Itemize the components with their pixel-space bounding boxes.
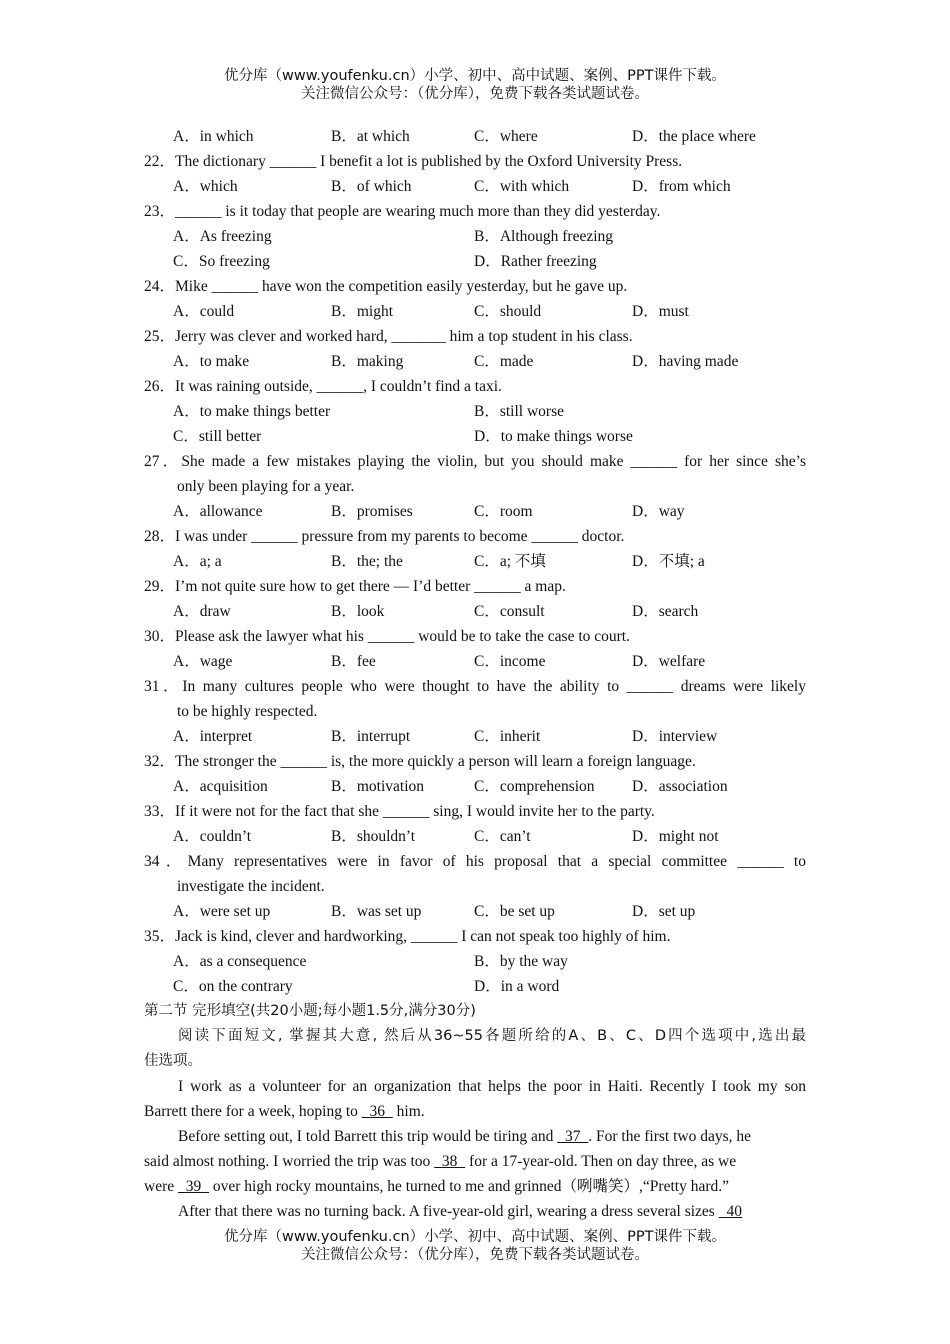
q24-options bbox=[144, 299, 806, 324]
question-26: 26．It was raining outside, ______, I couldn’t find a taxi. bbox=[144, 378, 502, 395]
q28-options bbox=[144, 549, 806, 574]
q32-option-c[interactable]: C．comprehension bbox=[474, 778, 595, 795]
question-27: 27．She made a few mistakes playing the violin, but you should make ______ for her since she’s bbox=[144, 453, 806, 470]
passage-p1-line1: I work as a volunteer for an organization that helps the poor in Haiti. Recently I took my son bbox=[178, 1078, 806, 1095]
question-33: 33．If it were not for the fact that she ______ sing, I would invite her to the party. bbox=[144, 803, 655, 820]
footer-line-1: 优分库（www.youfenku.cn）小学、初中、高中试题、案例、PPT课件下载。 bbox=[224, 1229, 726, 1245]
q32-option-d[interactable]: D．association bbox=[632, 778, 728, 795]
blank-40-number: 40 bbox=[726, 1203, 742, 1220]
q25-option-a[interactable]: A．to make bbox=[173, 353, 250, 370]
q22-option-c[interactable]: C．with which bbox=[474, 178, 570, 195]
question-34-cont: investigate the incident. bbox=[177, 878, 325, 895]
q21-option-d[interactable]: D．the place where bbox=[632, 128, 756, 145]
q28-option-c[interactable]: C．a; 不填 bbox=[474, 553, 546, 570]
q27-option-b[interactable]: B．promises bbox=[331, 503, 413, 520]
q34-options bbox=[144, 899, 806, 924]
q22-options bbox=[144, 174, 806, 199]
section-2-instructions-2: 佳选项。 bbox=[144, 1053, 202, 1069]
q32-option-b[interactable]: B．motivation bbox=[331, 778, 425, 795]
q28-option-d[interactable]: D．不填; a bbox=[632, 553, 705, 570]
blank-38[interactable] bbox=[434, 1153, 465, 1170]
q26-option-a[interactable]: A．to make things better bbox=[173, 403, 331, 420]
q33-option-d[interactable]: D．might not bbox=[632, 828, 719, 845]
question-27-cont: only been playing for a year. bbox=[177, 478, 355, 495]
q26-option-c[interactable]: C．still better bbox=[173, 428, 262, 445]
q33-option-a[interactable]: A．couldn’t bbox=[173, 828, 252, 845]
passage-text: After that there was no turning back. A five-year-old girl, wearing a dress several sizes bbox=[178, 1203, 719, 1220]
q22-option-d[interactable]: D．from which bbox=[632, 178, 731, 195]
question-27-line bbox=[144, 449, 806, 474]
q21-option-b[interactable]: B．at which bbox=[331, 128, 410, 145]
question-23: 23．______ is it today that people are wearing much more than they did yesterday. bbox=[144, 203, 661, 220]
q26-option-d[interactable]: D．to make things worse bbox=[474, 428, 633, 445]
question-34-line bbox=[144, 849, 806, 874]
blank-37[interactable] bbox=[557, 1128, 588, 1145]
q23-options-row2 bbox=[144, 249, 806, 274]
passage-text: over high rocky mountains, he turned to me and grinned（咧嘴笑）,“Pretty hard.” bbox=[209, 1178, 729, 1195]
q34-option-d[interactable]: D．set up bbox=[632, 903, 696, 920]
q24-option-b[interactable]: B．might bbox=[331, 303, 394, 320]
q31-options bbox=[144, 724, 806, 749]
q27-option-c[interactable]: C．room bbox=[474, 503, 533, 520]
passage-p1-line2 bbox=[144, 1099, 806, 1124]
page-header bbox=[0, 67, 950, 103]
passage-p3-line1 bbox=[144, 1199, 806, 1224]
blank-39-number: 39 bbox=[185, 1178, 202, 1195]
q25-options bbox=[144, 349, 806, 374]
passage-text: said almost nothing. I worried the trip was too bbox=[144, 1153, 435, 1170]
q34-option-c[interactable]: C．be set up bbox=[474, 903, 555, 920]
q32-options bbox=[144, 774, 806, 799]
page-footer bbox=[0, 1228, 950, 1264]
q21-option-a[interactable]: A．in which bbox=[173, 128, 254, 145]
q34-option-b[interactable]: B．was set up bbox=[331, 903, 422, 920]
question-35: 35．Jack is kind, clever and hardworking, ______ I can not speak too highly of him. bbox=[144, 928, 671, 945]
passage-p2-line3 bbox=[144, 1174, 806, 1199]
passage-text: were bbox=[144, 1178, 178, 1195]
q30-option-c[interactable]: C．income bbox=[474, 653, 546, 670]
section-2-title: 第二节 完形填空(共20小题;每小题1.5分,满分30分) bbox=[144, 1003, 476, 1019]
q29-options bbox=[144, 599, 806, 624]
blank-36[interactable] bbox=[362, 1103, 393, 1120]
q24-option-d[interactable]: D．must bbox=[632, 303, 689, 320]
q35-options-row2 bbox=[144, 974, 806, 999]
question-22: 22．The dictionary ______ I benefit a lot is published by the Oxford University Press. bbox=[144, 153, 683, 170]
q29-option-a[interactable]: A．draw bbox=[173, 603, 231, 620]
blank-37-number: 37 bbox=[565, 1128, 581, 1145]
footer-line-2: 关注微信公众号：（优分库），免费下载各类试题试卷。 bbox=[301, 1247, 649, 1263]
q30-option-a[interactable]: A．wage bbox=[173, 653, 233, 670]
exam-content bbox=[144, 124, 806, 1224]
question-28: 28．I was under ______ pressure from my parents to become ______ doctor. bbox=[144, 528, 625, 545]
header-line-1: 优分库（www.youfenku.cn）小学、初中、高中试题、案例、PPT课件下载。 bbox=[224, 68, 726, 84]
q32-option-a[interactable]: A．acquisition bbox=[173, 778, 268, 795]
q28-option-b[interactable]: B．the; the bbox=[331, 553, 403, 570]
q30-option-d[interactable]: D．welfare bbox=[632, 653, 706, 670]
passage-text: him. bbox=[392, 1103, 425, 1120]
q26-options-row1 bbox=[144, 399, 806, 424]
blank-39[interactable] bbox=[178, 1178, 209, 1195]
q25-option-d[interactable]: D．having made bbox=[632, 353, 739, 370]
q23-option-b[interactable]: B．Although freezing bbox=[474, 228, 614, 245]
q35-option-b[interactable]: B．by the way bbox=[474, 953, 568, 970]
blank-36-number: 36 bbox=[369, 1103, 386, 1120]
question-24: 24．Mike ______ have won the competition easily yesterday, but he gave up. bbox=[144, 278, 628, 295]
q35-options-row1 bbox=[144, 949, 806, 974]
q29-option-d[interactable]: D．search bbox=[632, 603, 699, 620]
question-30: 30．Please ask the lawyer what his ______ would be to take the case to court. bbox=[144, 628, 630, 645]
q31-option-b[interactable]: B．interrupt bbox=[331, 728, 411, 745]
header-line-2: 关注微信公众号：（优分库），免费下载各类试题试卷。 bbox=[301, 86, 649, 102]
question-31-line bbox=[144, 674, 806, 699]
q29-option-c[interactable]: C．consult bbox=[474, 603, 545, 620]
question-25: 25．Jerry was clever and worked hard, _______ him a top student in his class. bbox=[144, 328, 633, 345]
question-31-cont: to be highly respected. bbox=[177, 703, 318, 720]
q35-option-d[interactable]: D．in a word bbox=[474, 978, 560, 995]
q21-options bbox=[144, 124, 806, 149]
q25-option-c[interactable]: C．made bbox=[474, 353, 534, 370]
q33-option-b[interactable]: B．shouldn’t bbox=[331, 828, 416, 845]
q26-option-b[interactable]: B．still worse bbox=[474, 403, 564, 420]
blank-40[interactable] bbox=[719, 1203, 742, 1220]
q35-option-a[interactable]: A．as a consequence bbox=[173, 953, 307, 970]
q27-options bbox=[144, 499, 806, 524]
q31-option-c[interactable]: C．inherit bbox=[474, 728, 541, 745]
q26-options-row2 bbox=[144, 424, 806, 449]
q33-options bbox=[144, 824, 806, 849]
q24-option-a[interactable]: A．could bbox=[173, 303, 235, 320]
question-31: 31．In many cultures people who were thought to have the ability to ______ dreams were likely bbox=[144, 678, 806, 695]
question-29: 29．I’m not quite sure how to get there — I’d better ______ a map. bbox=[144, 578, 566, 595]
passage-text: Before setting out, I told Barrett this trip would be tiring and bbox=[178, 1128, 558, 1145]
q27-option-a[interactable]: A．allowance bbox=[173, 503, 263, 520]
q30-option-b[interactable]: B．fee bbox=[331, 653, 376, 670]
section-2-instructions-1: 阅读下面短文, 掌握其大意, 然后从36~55各题所给的A、B、C、D四个选项中,选出最 bbox=[178, 1028, 806, 1044]
q21-option-c[interactable]: C．where bbox=[474, 128, 538, 145]
passage-text: . For the first two days, he bbox=[588, 1128, 751, 1145]
q22-option-b[interactable]: B．of which bbox=[331, 178, 412, 195]
q24-option-c[interactable]: C．should bbox=[474, 303, 542, 320]
q31-option-a[interactable]: A．interpret bbox=[173, 728, 253, 745]
q23-options-row1 bbox=[144, 224, 806, 249]
q31-option-d[interactable]: D．interview bbox=[632, 728, 718, 745]
passage-p2-line2 bbox=[144, 1149, 806, 1174]
q30-options bbox=[144, 649, 806, 674]
q34-option-a[interactable]: A．were set up bbox=[173, 903, 271, 920]
passage-text: for a 17-year-old. Then on day three, as we bbox=[465, 1153, 737, 1170]
q23-option-c[interactable]: C．So freezing bbox=[173, 253, 270, 270]
passage-p2-line1 bbox=[144, 1124, 806, 1149]
blank-38-number: 38 bbox=[441, 1153, 458, 1170]
question-34: 34．Many representatives were in favor of his proposal that a special committee ______ to bbox=[144, 853, 806, 870]
q27-option-d[interactable]: D．way bbox=[632, 503, 685, 520]
q25-option-b[interactable]: B．making bbox=[331, 353, 404, 370]
q33-option-c[interactable]: C．can’t bbox=[474, 828, 531, 845]
q35-option-c[interactable]: C．on the contrary bbox=[173, 978, 293, 995]
q23-option-a[interactable]: A．As freezing bbox=[173, 228, 272, 245]
q22-option-a[interactable]: A．which bbox=[173, 178, 238, 195]
q29-option-b[interactable]: B．look bbox=[331, 603, 385, 620]
passage-text: Barrett there for a week, hoping to bbox=[144, 1103, 362, 1120]
q23-option-d[interactable]: D．Rather freezing bbox=[474, 253, 597, 270]
q28-option-a[interactable]: A．a; a bbox=[173, 553, 222, 570]
question-32: 32．The stronger the ______ is, the more quickly a person will learn a foreign language. bbox=[144, 753, 696, 770]
